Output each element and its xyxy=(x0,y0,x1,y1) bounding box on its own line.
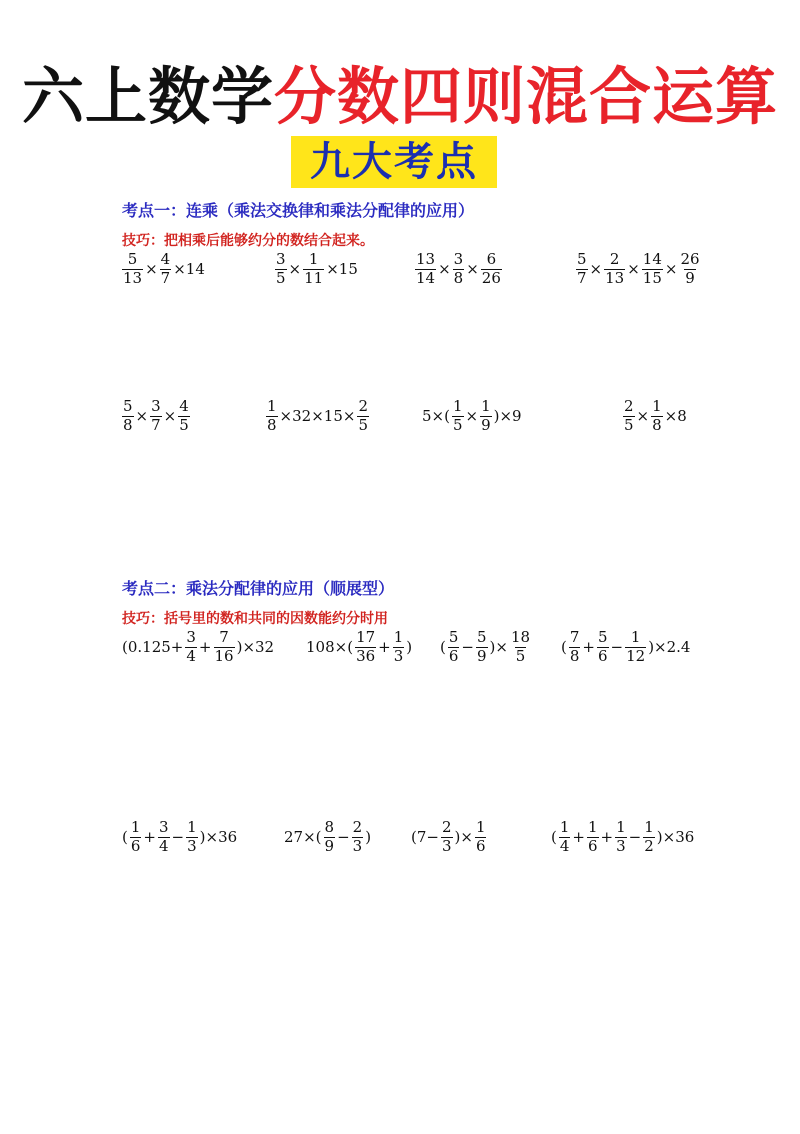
denominator: 8 xyxy=(123,415,133,434)
fraction xyxy=(510,630,531,665)
fraction xyxy=(642,252,663,287)
numerator: 2 xyxy=(609,250,620,268)
expression-text: )× xyxy=(489,638,508,657)
section-2-heading: 考点二：乘法分配律的应用（顺展型） xyxy=(122,579,395,598)
expression-text: + xyxy=(572,828,585,847)
denominator: 5 xyxy=(624,415,634,434)
problem xyxy=(305,630,413,665)
numerator: 1 xyxy=(452,397,463,415)
expression-text: ×8 xyxy=(664,407,687,426)
fraction xyxy=(569,630,581,665)
expression-text: + xyxy=(600,828,614,847)
numerator: 1 xyxy=(616,818,626,836)
numerator: 2 xyxy=(441,818,452,836)
fraction xyxy=(651,399,663,434)
expression-text: × xyxy=(135,407,149,426)
fraction xyxy=(615,820,627,855)
numerator: 7 xyxy=(219,628,229,646)
fraction xyxy=(122,252,143,287)
fraction xyxy=(452,399,464,434)
numerator: 3 xyxy=(453,250,464,268)
expression-text: × xyxy=(627,260,640,279)
fraction xyxy=(559,820,571,855)
expression-text: ( xyxy=(561,638,567,657)
numerator: 2 xyxy=(358,397,368,415)
numerator: 5 xyxy=(123,397,133,415)
denominator: 3 xyxy=(616,836,626,855)
denominator: 6 xyxy=(448,646,459,665)
numerator: 2 xyxy=(352,818,363,836)
numerator: 5 xyxy=(127,250,138,268)
numerator: 3 xyxy=(186,628,196,646)
denominator: 5 xyxy=(515,646,526,665)
expression-text: − xyxy=(171,828,185,847)
denominator: 6 xyxy=(587,836,598,855)
denominator: 6 xyxy=(597,646,608,665)
title-part-grade: 六上数学 xyxy=(21,60,274,133)
fraction xyxy=(266,399,278,434)
denominator: 5 xyxy=(276,268,286,287)
fraction xyxy=(158,820,170,855)
numerator: 1 xyxy=(267,397,277,415)
numerator: 5 xyxy=(577,250,587,268)
numerator: 14 xyxy=(642,250,662,268)
numerator: 3 xyxy=(276,250,286,268)
expression-text: + xyxy=(582,638,595,657)
expression-text: ( xyxy=(440,638,446,657)
numerator: 4 xyxy=(179,397,189,415)
denominator: 26 xyxy=(481,268,501,287)
fraction xyxy=(475,820,487,855)
denominator: 3 xyxy=(441,836,452,855)
fraction xyxy=(481,252,502,287)
problem xyxy=(421,399,523,434)
problem xyxy=(410,820,487,855)
expression-text: ) xyxy=(406,638,413,657)
problem xyxy=(283,820,372,855)
denominator: 16 xyxy=(214,646,234,665)
numerator: 6 xyxy=(486,250,497,268)
expression-text: ×32×15× xyxy=(279,407,356,426)
denominator: 5 xyxy=(358,415,368,434)
numerator: 1 xyxy=(481,397,491,415)
numerator: 1 xyxy=(587,818,598,836)
numerator: 3 xyxy=(158,818,169,836)
denominator: 7 xyxy=(151,415,161,434)
numerator: 1 xyxy=(393,628,404,646)
denominator: 3 xyxy=(352,836,363,855)
expression-text: ×14 xyxy=(173,260,205,279)
expression-text: )×36 xyxy=(656,828,695,847)
problem xyxy=(265,399,370,434)
problem xyxy=(622,399,688,434)
denominator: 5 xyxy=(179,415,189,434)
expression-text: 27×( xyxy=(284,828,322,847)
denominator: 15 xyxy=(642,268,662,287)
numerator: 2 xyxy=(624,397,634,415)
expression-text: + xyxy=(198,638,212,657)
expression-text: ( xyxy=(551,828,557,847)
denominator: 14 xyxy=(416,268,436,287)
fraction xyxy=(576,252,588,287)
fraction xyxy=(303,252,324,287)
numerator: 18 xyxy=(510,628,531,646)
fraction xyxy=(623,399,635,434)
denominator: 8 xyxy=(267,415,277,434)
denominator: 4 xyxy=(186,646,196,665)
expression-text: × xyxy=(589,260,603,279)
expression-text: ) xyxy=(365,828,372,847)
section-1-tip: 技巧：把相乘后能够约分的数结合起来。 xyxy=(122,233,374,249)
denominator: 7 xyxy=(577,268,587,287)
problem xyxy=(121,252,206,287)
expression-text: × xyxy=(438,260,451,279)
expression-text: )×2.4 xyxy=(648,638,691,657)
expression-text: 108×( xyxy=(306,638,354,657)
problem xyxy=(575,252,702,287)
fraction xyxy=(441,820,453,855)
fraction xyxy=(160,252,172,287)
numerator: 1 xyxy=(308,250,319,268)
fraction xyxy=(185,630,197,665)
denominator: 6 xyxy=(475,836,486,855)
numerator: 5 xyxy=(597,628,608,646)
fraction xyxy=(393,630,405,665)
problem xyxy=(121,399,191,434)
expression-text: )×36 xyxy=(199,828,238,847)
numerator: 5 xyxy=(448,628,459,646)
section-1-heading: 考点一：连乘（乘法交换律和乘法分配律的应用） xyxy=(122,201,475,220)
fraction xyxy=(275,252,287,287)
denominator: 11 xyxy=(304,268,324,287)
numerator: 1 xyxy=(644,818,654,836)
denominator: 8 xyxy=(652,415,662,434)
fraction xyxy=(679,252,700,287)
fraction xyxy=(587,820,599,855)
denominator: 9 xyxy=(324,836,335,855)
denominator: 13 xyxy=(123,268,143,287)
problem xyxy=(121,820,238,855)
expression-text: × xyxy=(636,407,650,426)
fraction xyxy=(150,399,162,434)
expression-text: ( xyxy=(122,828,128,847)
fraction xyxy=(597,630,609,665)
expression-text: )×9 xyxy=(493,407,522,426)
fraction xyxy=(480,399,492,434)
expression-text: (7− xyxy=(411,828,439,847)
fraction xyxy=(415,252,436,287)
expression-text: + xyxy=(143,828,156,847)
expression-text: − xyxy=(337,828,350,847)
denominator: 4 xyxy=(559,836,570,855)
denominator: 8 xyxy=(453,268,464,287)
expression-text: )× xyxy=(454,828,473,847)
denominator: 8 xyxy=(569,646,580,665)
denominator: 12 xyxy=(626,646,646,665)
problem xyxy=(560,630,691,665)
numerator: 1 xyxy=(652,397,662,415)
denominator: 4 xyxy=(158,836,169,855)
numerator: 17 xyxy=(356,628,376,646)
denominator: 3 xyxy=(393,646,404,665)
expression-text: + xyxy=(378,638,391,657)
denominator: 13 xyxy=(605,268,625,287)
fraction xyxy=(355,630,376,665)
numerator: 5 xyxy=(476,628,487,646)
denominator: 36 xyxy=(356,646,376,665)
expression-text: × xyxy=(466,260,479,279)
expression-text: ×15 xyxy=(326,260,358,279)
numerator: 3 xyxy=(151,397,161,415)
section-2-tip: 技巧：括号里的数和共同的因数能约分时用 xyxy=(122,611,388,627)
fraction xyxy=(130,820,142,855)
fraction xyxy=(122,399,134,434)
problem xyxy=(550,820,695,855)
title-part-topic: 分数四则混合运算 xyxy=(274,60,779,133)
expression-text: × xyxy=(465,407,479,426)
fraction xyxy=(604,252,625,287)
numerator: 1 xyxy=(130,818,141,836)
fraction xyxy=(643,820,655,855)
expression-text: (0.125+ xyxy=(122,638,184,657)
numerator: 8 xyxy=(324,818,335,836)
numerator: 1 xyxy=(630,628,641,646)
denominator: 9 xyxy=(481,415,491,434)
problem xyxy=(414,252,503,287)
fraction xyxy=(178,399,190,434)
expression-text: − xyxy=(628,828,642,847)
numerator: 1 xyxy=(475,818,486,836)
numerator: 7 xyxy=(569,628,580,646)
expression-text: × xyxy=(145,260,158,279)
fraction xyxy=(625,630,646,665)
expression-text: × xyxy=(288,260,302,279)
expression-text: × xyxy=(163,407,177,426)
subtitle-badge: 九大考点 xyxy=(291,136,497,188)
fraction xyxy=(453,252,465,287)
expression-text: )×32 xyxy=(236,638,275,657)
fraction xyxy=(476,630,488,665)
problem xyxy=(121,630,275,665)
numerator: 26 xyxy=(680,250,700,268)
problem xyxy=(274,252,359,287)
denominator: 6 xyxy=(130,836,141,855)
denominator: 9 xyxy=(476,646,487,665)
problem xyxy=(439,630,532,665)
denominator: 5 xyxy=(452,415,463,434)
denominator: 7 xyxy=(160,268,171,287)
expression-text: × xyxy=(664,260,678,279)
denominator: 3 xyxy=(187,836,197,855)
expression-text: 5×( xyxy=(422,407,450,426)
page-title xyxy=(0,62,800,132)
numerator: 1 xyxy=(559,818,570,836)
fraction xyxy=(214,630,235,665)
fraction xyxy=(324,820,336,855)
numerator: 1 xyxy=(187,818,197,836)
denominator: 2 xyxy=(644,836,654,855)
expression-text: − xyxy=(461,638,474,657)
fraction xyxy=(357,399,369,434)
expression-text: − xyxy=(610,638,624,657)
numerator: 4 xyxy=(160,250,171,268)
denominator: 9 xyxy=(685,268,695,287)
fraction xyxy=(352,820,364,855)
fraction xyxy=(448,630,460,665)
fraction xyxy=(186,820,198,855)
numerator: 13 xyxy=(416,250,436,268)
